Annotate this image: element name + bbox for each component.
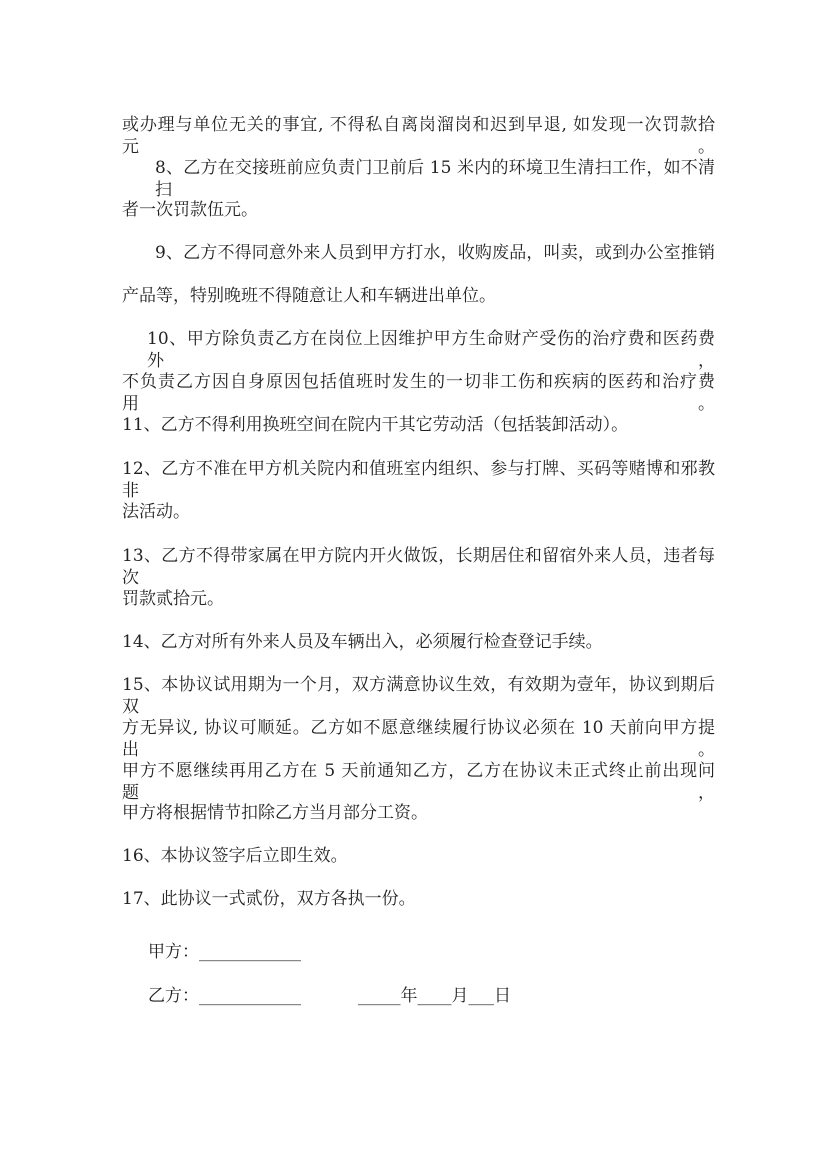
clause-13: 13、乙方不得带家属在甲方院内开火做饭，长期居住和留宿外来人员，违者每次 (122, 546, 715, 588)
paragraph-line: 不负责乙方因自身原因包括值班时发生的一切非工伤和疾病的医药和治疗费用。 (122, 372, 715, 414)
party-b-signature-line: 乙方：____________ (148, 986, 301, 1006)
clause-9: 9、乙方不得同意外来人员到甲方打水，收购废品，叫卖，或到办公室推销 (155, 243, 715, 263)
paragraph-line: 产品等，特别晚班不得随意让人和车辆进出单位。 (122, 286, 496, 306)
signature-date: _____年____月___日 (358, 986, 511, 1006)
party-a-signature-line: 甲方：____________ (148, 942, 301, 962)
paragraph-line: 罚款贰拾元。 (122, 589, 224, 609)
paragraph-line: 甲方不愿继续再用乙方在 5 天前通知乙方，乙方在协议未正式终止前出现问题， (122, 761, 715, 803)
clause-15: 15、本协议试用期为一个月，双方满意协议生效，有效期为壹年，协议到期后双 (122, 675, 715, 717)
clause-16: 16、本协议签字后立即生效。 (122, 846, 348, 866)
paragraph-line: 者一次罚款伍元。 (122, 200, 258, 220)
clause-14: 14、乙方对所有外来人员及车辆出入，必须履行检查登记手续。 (122, 632, 603, 652)
paragraph-line: 或办理与单位无关的事宜, 不得私自离岗溜岗和迟到早退, 如发现一次罚款拾元。 (122, 115, 715, 157)
paragraph-line: 法活动。 (122, 502, 190, 522)
clause-11: 11、乙方不得利用换班空间在院内干其它劳动活（包括装卸活动）。 (122, 415, 629, 435)
clause-10: 10、甲方除负责乙方在岗位上因维护甲方生命财产受伤的治疗费和医药费外， (147, 329, 715, 371)
clause-17: 17、此协议一式贰份，双方各执一份。 (122, 889, 416, 909)
paragraph-line: 方无异议, 协议可顺延。乙方如不愿意继续履行协议必须在 10 天前向甲方提出。 (122, 718, 715, 760)
paragraph-line: 甲方将根据情节扣除乙方当月部分工资。 (122, 803, 428, 823)
clause-8: 8、乙方在交接班前应负责门卫前后 15 米内的环境卫生清扫工作，如不清扫 (155, 158, 715, 200)
clause-12: 12、乙方不准在甲方机关院内和值班室内组织、参与打牌、买码等赌博和邪教非 (122, 459, 715, 501)
